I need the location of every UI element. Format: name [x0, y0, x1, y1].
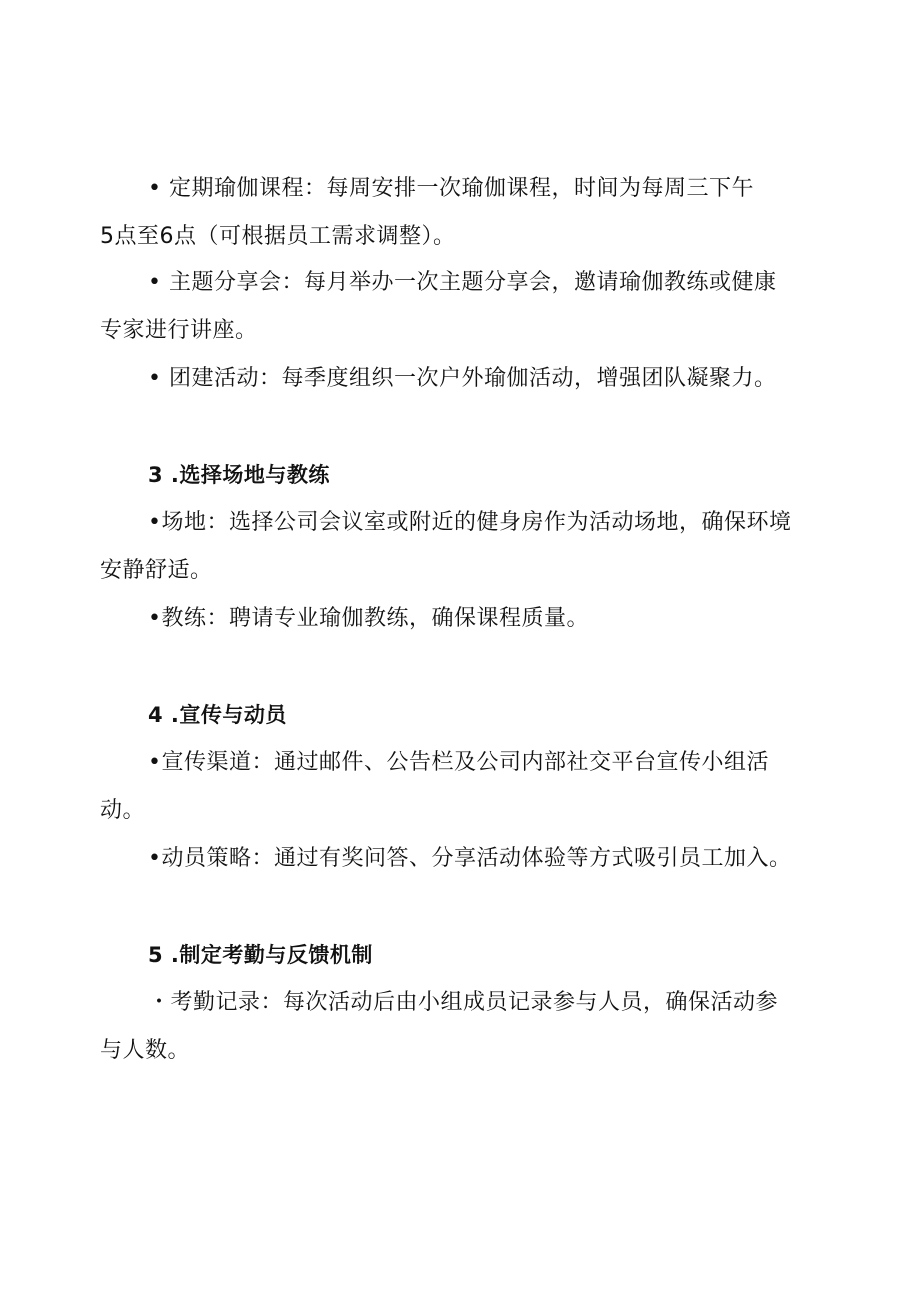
section-4-heading: 4 .宣传与动员: [148, 703, 287, 727]
bullet-channels: •宣传渠道：通过邮件、公告栏及公司内部社交平台宣传小组活: [148, 750, 769, 775]
bullet-venue: •场地：选择公司会议室或附近的健身房作为活动场地，确保环境: [148, 510, 792, 535]
bullet-theme-sharing: • 主题分享会：每月举办一次主题分享会，邀请瑜伽教练或健康: [148, 270, 777, 295]
bullet-team-building: • 团建活动：每季度组织一次户外瑜伽活动，增强团队凝聚力。: [148, 366, 777, 391]
bullet-strategy: •动员策略：通过有奖问答、分享活动体验等方式吸引员工加入。: [148, 846, 792, 871]
bullet-attendance: ・考勤记录：每次活动后由小组成员记录参与人员，确保活动参: [148, 990, 779, 1015]
bullet-theme-sharing-cont: 专家进行讲座。: [100, 318, 258, 343]
bullet-yoga-class: • 定期瑜伽课程：每周安排一次瑜伽课程，时间为每周三下午: [148, 176, 754, 201]
bullet-venue-cont: 安静舒适。: [100, 558, 213, 583]
bullet-channels-cont: 动。: [100, 798, 146, 823]
bullet-yoga-class-cont: 5点至6点（可根据员工需求调整）。: [100, 224, 456, 249]
bullet-attendance-cont: 与人数。: [100, 1038, 191, 1063]
section-3-heading: 3 .选择场地与教练: [148, 463, 330, 487]
bullet-coach: •教练：聘请专业瑜伽教练，确保课程质量。: [148, 606, 589, 631]
section-5-heading: 5 .制定考勤与反馈机制: [148, 943, 373, 967]
